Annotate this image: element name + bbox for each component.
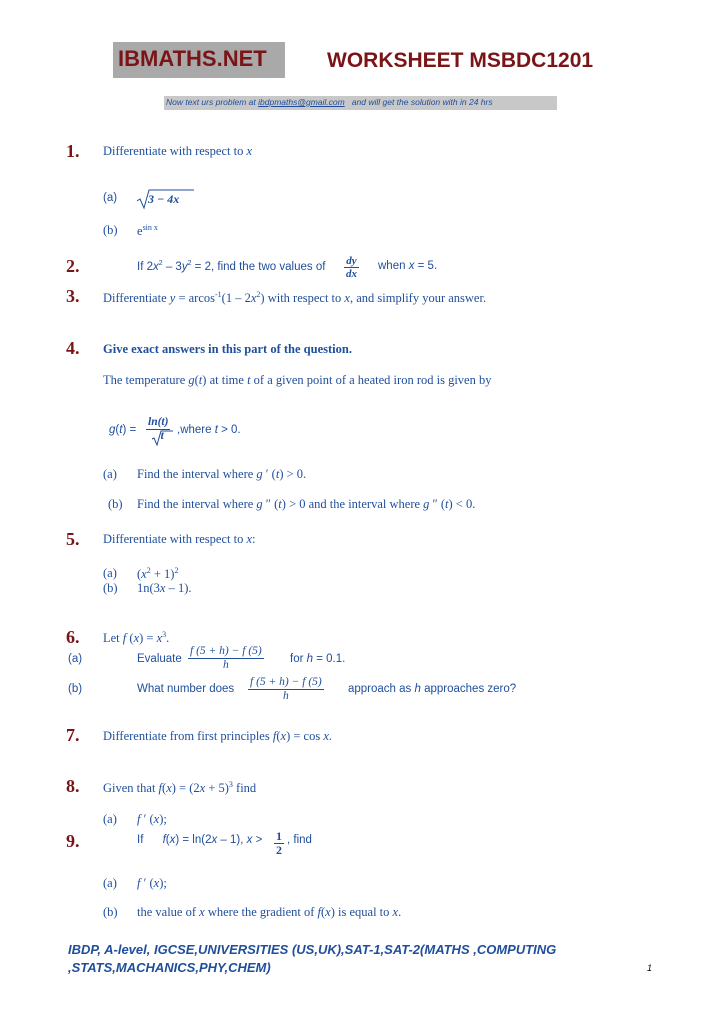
contact-text: Now text urs problem at ibdpmaths@gmail.com and will get the solution with in 24 hrs — [166, 97, 493, 107]
q6a-label: (a) — [68, 653, 83, 665]
q4-intro: The temperature g(t) at time t of a given point of a heated iron rod is given by — [103, 373, 492, 387]
q5-text: Differentiate with respect to x: — [103, 532, 256, 546]
q9-fraction: $\frac{1}{2}$ — [276, 829, 282, 858]
q3-text: Differentiate $y = arcos^{-1}(1 - 2x^2)$ with respect to x, and simplify your answer. — [103, 290, 487, 306]
q2-fraction: $\frac{dy}{dx}$ — [346, 255, 357, 281]
q5b-text: 1n(3x – 1). — [137, 581, 192, 595]
q6b-word: What number does — [137, 683, 235, 695]
q6-text: Let f $(x) = x^3$. — [103, 630, 170, 646]
q4-heading: Give exact answers in this part of the question. — [103, 342, 352, 356]
q5b-label: (b) — [103, 581, 118, 595]
brand-title: IBMATHS.NET — [118, 46, 267, 71]
q7-text: Differentiate from first principles f(x) = cos x. — [103, 729, 333, 743]
q8-text: Given that $f(x) = (2x + 5)^3$ find — [103, 780, 257, 796]
q6a-word: Evaluate — [137, 653, 182, 665]
q4-g-fraction: $\frac{\ln(t)}{t}$ — [146, 416, 170, 442]
q4b-text: Find the interval where g ″ (t) > 0 and the interval where g ″ (t) < 0. — [137, 497, 476, 511]
q6a-tail: for h = 0.1. — [290, 653, 346, 665]
q6-number: 6. — [66, 627, 80, 647]
footer-line-1: IBDP, A-level, IGCSE,UNIVERSITIES (US,UK),SAT-1,SAT-2(MATHS ,COMPUTING — [68, 942, 557, 957]
q7-number: 7. — [66, 725, 80, 745]
q9a-text: f ′ (x); — [137, 876, 167, 890]
q4-g-suffix: ,where t > 0. — [177, 424, 241, 436]
q1-text: Differentiate with respect to x — [103, 144, 253, 158]
q4-g-prefix: g(t) = — [109, 424, 137, 436]
q4-number: 4. — [66, 338, 80, 358]
q1b-expr: $e^{sin x}$ — [137, 223, 158, 239]
q6b-fraction: $\frac{f (5 + h) - f (5)}{h}$ — [250, 676, 322, 702]
q6b-label: (b) — [68, 683, 83, 695]
q8a-label: (a) — [103, 812, 117, 826]
q5-number: 5. — [66, 529, 80, 549]
q3-number: 3. — [66, 286, 80, 306]
q6a-fraction: $\frac{f (5 + h) - f (5)}{h}$ — [190, 645, 262, 671]
q9a-label: (a) — [103, 876, 117, 890]
q2-number: 2. — [66, 256, 80, 276]
q9-number: 9. — [66, 831, 80, 851]
footer-line-2: ,STATS,MACHANICS,PHY,CHEM) — [68, 960, 271, 975]
q9b-label: (b) — [103, 905, 118, 919]
q1b-label: (b) — [103, 223, 118, 237]
q4b-label: (b) — [108, 497, 123, 511]
q1a-expr — [136, 188, 196, 215]
q8a-text: f ′ (x); — [137, 812, 167, 826]
q6b-tail: approach as h approaches zero? — [348, 683, 517, 695]
q9-text: If f(x) = ln(2x – 1), x > — [137, 834, 263, 846]
page-number: 1 — [647, 963, 653, 973]
q1-number: 1. — [66, 141, 80, 161]
q4a-label: (a) — [103, 467, 117, 481]
q1a-label: (a) — [103, 192, 118, 204]
q8-number: 8. — [66, 776, 80, 796]
sqrt-icon — [151, 430, 175, 446]
q5a-expr: $(x^2 + 1)^2$ — [137, 566, 179, 582]
q5a-label: (a) — [103, 566, 117, 580]
q9-tail: , find — [287, 834, 312, 846]
email-link[interactable]: ibdpmaths@gmail.com — [258, 97, 345, 107]
q2-tail: when x = 5. — [378, 260, 438, 272]
q1a-radicand: 3 − 4x — [148, 192, 180, 206]
q2-text: If $2x^2 - 3y^2 = 2$, find the two values of — [137, 260, 326, 273]
q9b-text: the value of x where the gradient of f(x) is equal to x. — [137, 905, 402, 919]
q4a-text: Find the interval where g ′ (t) > 0. — [137, 467, 307, 481]
worksheet-title: WORKSHEET MSBDC1201 — [327, 49, 594, 72]
